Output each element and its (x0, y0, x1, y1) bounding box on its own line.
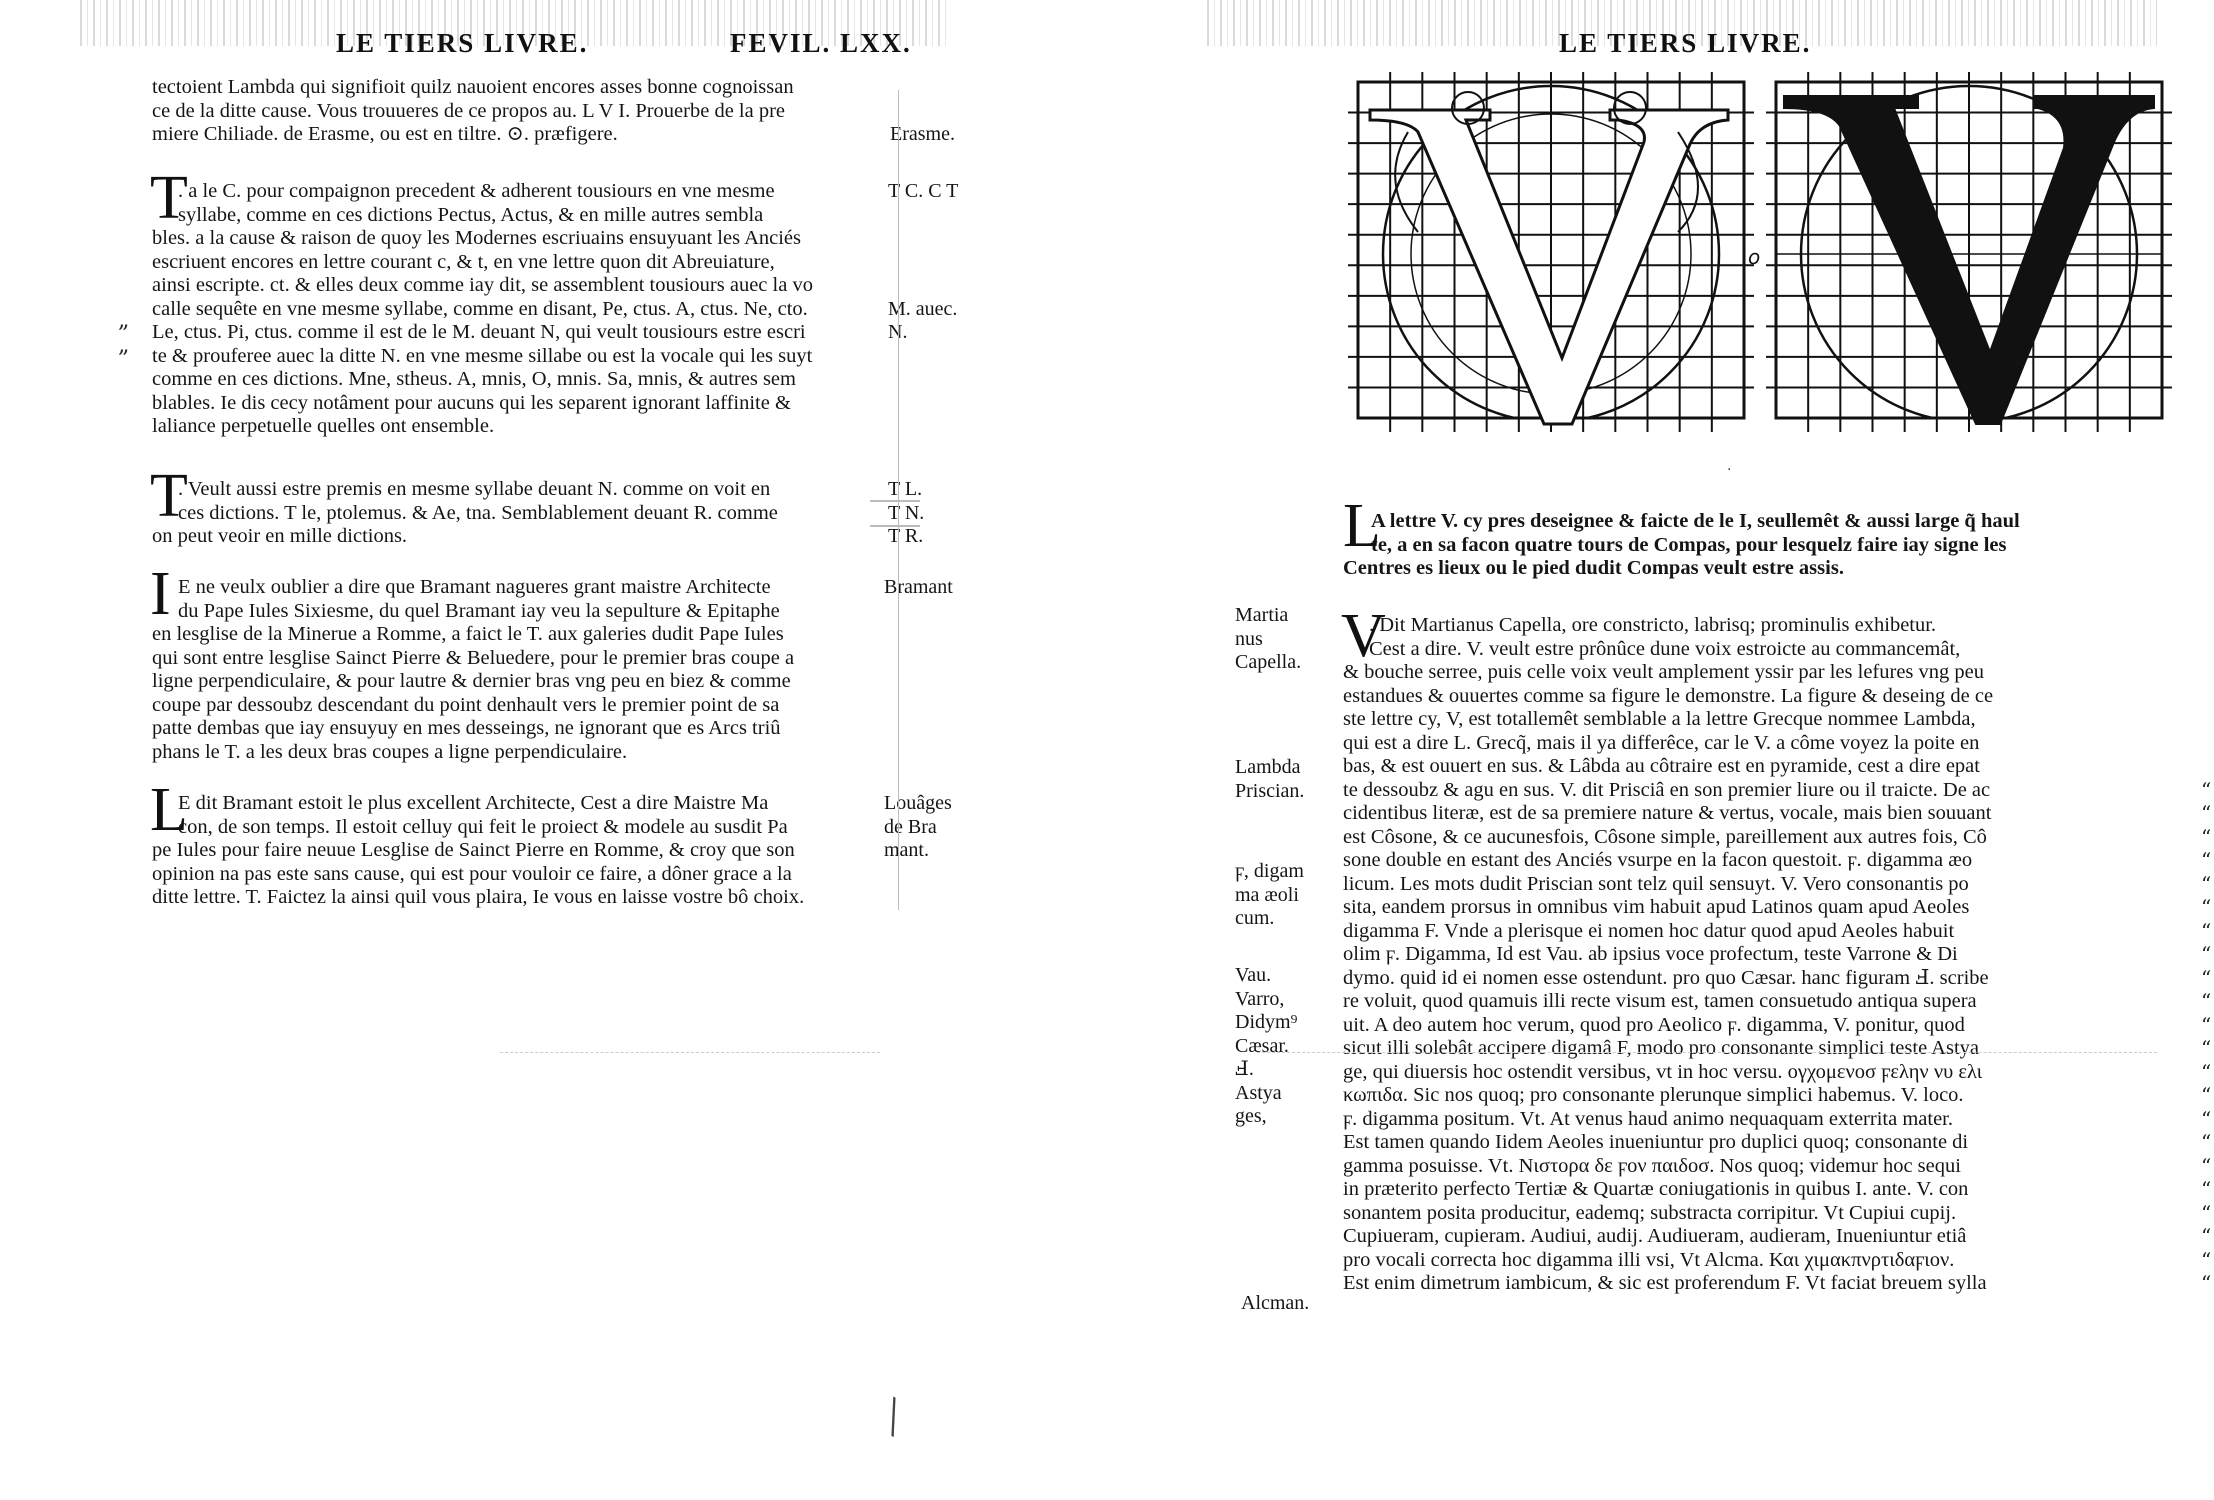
drop-cap: L (1343, 492, 1381, 560)
paragraph-continuation (152, 76, 882, 147)
text-line: coupe par dessoubz descendant du point denhault vers le premier point de sa (152, 693, 780, 716)
text-line: sone double en estant des Anciés vsurpe en la facon questoit. ϝ. digamma æo (1343, 849, 1973, 871)
text-line: Cest a dire. V. veult estre prônûce dune voix estroicte au commancemât, (1369, 637, 1961, 660)
margin-note-martianus: Martia nus Capella. (1235, 604, 1302, 673)
outline-v-letter (1370, 110, 1728, 424)
text-line: uit. A deo autem hoc verum, quod pro Aeolico ϝ. digamma, V. ponitur, quod (1343, 1013, 1965, 1036)
text-line: te, a en sa facon quatre tours de Compas, pour lesquelz faire iay signe les (1371, 533, 2007, 556)
text-line: . Dit Martianus Capella, ore constricto, labrisq; prominulis exhibetur. (1369, 614, 1937, 636)
text-line: estandues & ouuertes comme sa figure le demonstre. La figure & deseing de ce (1343, 684, 1994, 707)
paragraph (178, 576, 878, 623)
intro-paragraph (1371, 510, 2171, 557)
text-line: dymo. quid id ei nomen esse ostendunt. pro quo Cæsar. hanc figuram Ⅎ. scribe (1343, 966, 1989, 989)
folio: FEVIL. LXX. (730, 28, 912, 58)
margin-rule (898, 90, 899, 910)
text-line: A lettre V. cy pres deseignee & faicte de le I, seullemêt & aussi large q̃ haul (1371, 510, 2020, 532)
right-page (1107, 0, 2214, 1500)
running-head: LE TIERS LIVRE. (1559, 28, 1812, 58)
text-line: comme en ces dictions. Mne, stheus. A, mnis, O, mnis. Sa, mnis, & autres sem (152, 368, 796, 390)
text-line: on peut veoir en mille dictions. (152, 525, 408, 547)
text-line: ainsi escripte. ct. & elles deux comme iay dit, se assemblent tousiours auec la vo (152, 274, 813, 296)
margin-note-lambda: Lambda Priscian. (1235, 756, 1305, 802)
text-line: phans le T. a les deux bras coupes a ligne perpendiculaire. (152, 740, 628, 763)
text-line: bles. a la cause & raison de quoy les Modernes escriuains ensuyuant les Anciés (152, 227, 801, 249)
faint-rule (1257, 1052, 2157, 1053)
quote-mark: „ (118, 333, 130, 358)
ink-speck: · (1727, 462, 1732, 478)
margin-note: T C. C T M. auec. N. (888, 180, 959, 343)
rule-line (870, 500, 920, 502)
text-line: ce de la ditte cause. Vous trouueres de ce propos au. L V I. Prouerbe de la pre (152, 99, 786, 122)
text-line: opinion na pas este sans cause, qui est pour vouloir ce faire, a dôner grace a la (152, 862, 792, 885)
text-line: sita, eandem prorsus in omnibus vim habuit apud Latinos quam apud Aeoles (1343, 896, 1970, 918)
text-line: κωπιδα. Sic nos quoq; pro consonante plerunque simplici habemus. V. loco. (1343, 1084, 1964, 1106)
text-line: Est tamen quando Iidem Aeoles inueniuntur pro duplici quoq; consonante di (1343, 1131, 1969, 1153)
text-line: syllabe, comme en ces dictions Pectus, Actus, & en mille autres sembla (178, 203, 764, 226)
paragraph (178, 792, 878, 839)
margin-note: Erasme. (890, 123, 955, 145)
text-line: E ne veulx oublier a dire que Bramant nagueres grant maistre Architecte (178, 576, 771, 598)
main-paragraph-body (1343, 661, 2169, 1296)
text-line: Est enim dimetrum iambicum, & sic est proferendum F. Vt faciat breuem sylla (1343, 1272, 1987, 1294)
text-line: Cupiueram, cupieram. Audiui, audij. Audiueram, audieram, Inueniuntur etiâ (1343, 1225, 1967, 1247)
paragraph (178, 180, 878, 227)
text-line: con, de son temps. Il estoit celluy qui feit le proiect & modele au susdit Pa (178, 815, 788, 838)
text-line: qui sont entre lesglise Sainct Pierre & Beluedere, pour le premier bras coupe a (152, 646, 795, 669)
text-line: olim ϝ. Digamma, Id est Vau. ab ipsius voce profectum, teste Varrone & Di (1343, 943, 1958, 965)
text-line: en lesglise de la Minerue a Romme, a faict le T. aux galeries dudit Pape Iules (152, 623, 784, 645)
drop-cap: L (150, 776, 188, 844)
text-line: in præterito perfecto Tertiæ & Quartæ coniugationis in quibus I. ante. V. con (1343, 1178, 1969, 1200)
paragraph-body (152, 227, 882, 439)
drop-cap: T (150, 462, 188, 530)
paragraph (178, 478, 878, 525)
text-line: Le, ctus. Pi, ctus. comme il est de le M. deuant N, qui veult tousiours estre escri (152, 321, 806, 343)
text-line: ϝ. digamma positum. Vt. At venus haud animo nequaquam exterrita mater. (1343, 1107, 1953, 1130)
intro-paragraph-body (1343, 557, 2163, 581)
ink-stroke: ╲ (876, 1397, 910, 1438)
text-line: . a le C. pour compaignon precedent & adherent tousiours en vne mesme (178, 180, 775, 202)
text-line: Centres es lieux ou le pied dudit Compas veult estre assis. (1343, 557, 1844, 579)
text-line: cidentibus literæ, est de sa premiere nature & vertus, vocale, mais bien souuant (1343, 802, 1992, 824)
text-line: ste lettre cy, V, est totallemêt semblable a la lettre Grecque nommee Lambda, (1343, 708, 1976, 730)
rule-line (870, 525, 920, 527)
margin-note: T L. T N. T R. (888, 478, 925, 547)
margin-note: Louâges de Bra mant. (884, 792, 952, 861)
letter-v-construction-figure (1348, 72, 2188, 438)
svg-text:o: o (1748, 245, 1761, 269)
text-line: miere Chiliade. de Erasme, ou est en tiltre. ⊙. præfigere. (152, 123, 618, 145)
text-line: . Veult aussi estre premis en mesme syllabe deuant N. comme on voit en (178, 478, 771, 500)
text-line: pe Iules pour faire neuue Lesglise de Sainct Pierre en Romme, & croy que son (152, 839, 795, 861)
quote-mark: „ (118, 308, 130, 333)
text-line: laliance perpetuelle quelles ont ensemble. (152, 415, 495, 437)
text-line: escriuent encores en lettre courant c, & t, en vne lettre quon dit Abreuiature, (152, 250, 775, 273)
text-line: E dit Bramant estoit le plus excellent Architecte, Cest a dire Maistre Ma (178, 792, 769, 814)
margin-note-vau: Vau. Varro, Didym⁹ Cæsar. Ⅎ. Astya ges, (1235, 964, 1298, 1127)
text-line: pro vocali correcta hoc digamma illi vsi, Vt Alcma. Και χιμακπνρτιδαϝιον. (1343, 1248, 1955, 1271)
faint-rule (500, 1052, 880, 1053)
margin-note-digamma: ϝ, digam ma æoli cum. (1235, 860, 1304, 929)
text-line: patte dembas que iay ensuyuy en mes desseings, ne ignorant que es Arcs triû (152, 717, 781, 739)
text-line: est Côsone, & ce aucunesfois, Côsone simple, pareillement aux autres fois, Cô (1343, 825, 1987, 848)
quote-marks-column: “ “ “ “ “ “ “ “ “ “ “ “ “ “ “ “ “ “ “ “ “ “ (2201, 777, 2212, 1295)
running-head: LE TIERS LIVRE. (336, 28, 589, 58)
text-line: re voluit, quod quamuis illi recte visum est, tamen consuetudo antiqua supera (1343, 990, 1977, 1012)
margin-note: Bramant (884, 576, 953, 598)
text-line: qui est a dire L. Grecq̃, mais il ya differêce, car le V. a côme voyez la poite en (1343, 731, 1980, 754)
text-line: ge, qui diuersis hoc ostendit versibus, vt in hoc versu. ογχομενοσ ϝελην νυ ελι (1343, 1060, 1983, 1083)
text-line: te dessoubz & agu en sus. V. dit Prisciâ en son premier liure ou il traicte. De ac (1343, 778, 1991, 801)
text-line: gamma posuisse. Vt. Νιστορα δε ϝον παιδοσ. Nos quoq; videmur hoc sequi (1343, 1154, 1961, 1177)
text-line: tectoient Lambda qui signifioit quilz nauoient encores asses bonne cognoissan (152, 76, 794, 98)
text-line: blables. Ie dis cecy notâment pour aucuns qui les separent ignorant laffinite & (152, 391, 791, 414)
paragraph-body (152, 623, 882, 764)
drop-cap: I (150, 560, 171, 628)
drop-cap: T (150, 164, 188, 232)
text-line: ligne perpendiculaire, & pour lautre & dernier bras vng peu en biez & comme (152, 670, 791, 692)
text-line: ces dictions. T le, ptolemus. & Ae, tna. Semblablement deuant R. comme (178, 501, 778, 524)
paragraph-body (152, 839, 882, 910)
text-line: te & prouferee auec la ditte N. en vne mesme sillabe ou est la vocale qui les suyt (152, 344, 813, 367)
text-line: bas, & est ouuert en sus. & Lâbda au côtraire est en pyramide, cest a dire epat (1343, 755, 1980, 777)
text-line: calle sequête en vne mesme syllabe, comme en disant, Pe, ctus. A, ctus. Ne, cto. (152, 297, 808, 320)
drop-cap: V (1341, 602, 1386, 670)
text-line: licum. Les mots dudit Priscian sont telz quil sensuyt. V. Vero consonantis po (1343, 872, 1969, 895)
margin-note-alcman: Alcman. (1241, 1292, 1310, 1314)
text-line: & bouche serree, puis celle voix veult amplement yssir par les lefures vng peu (1343, 661, 1984, 683)
text-line: sicut illi solebât accipere digamâ F, modo pro consonante simplici teste Astya (1343, 1037, 1979, 1059)
text-line: sonantem posita producitur, eademq; substracta corripitur. Vt Cupiui cupij. (1343, 1201, 1957, 1224)
text-line: ditte lettre. T. Faictez la ainsi quil vous plaira, Ie vous en laisse vostre bô choix. (152, 886, 805, 908)
paragraph-body (152, 525, 882, 549)
text-line: du Pape Iules Sixiesme, du quel Bramant iay veu la sepulture & Epitaphe (178, 599, 780, 622)
main-paragraph (1369, 614, 2169, 661)
text-line: digamma F. Vnde a plerisque ei nomen hoc datur quod apud Aeoles habuit (1343, 919, 1955, 942)
